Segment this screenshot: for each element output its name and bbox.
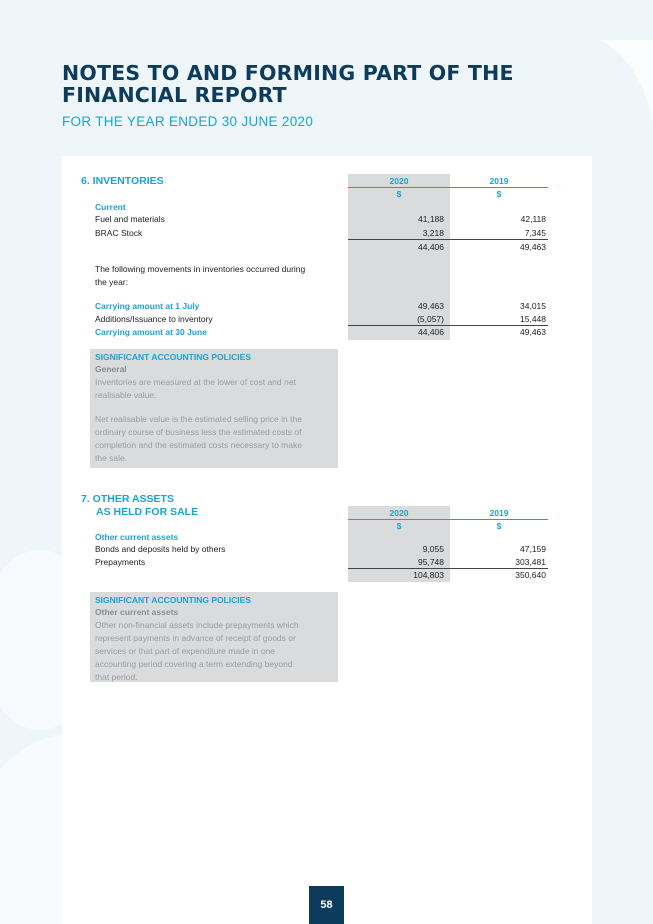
policy-line: ordinary course of business less the estimated costs of [95,427,302,437]
inventories-movement-text [95,263,345,289]
inventories-current-label: Current [95,202,126,212]
other-assets-policy-subheading: Other current assets [95,607,179,617]
movement-closing-2020: 44,406 [418,327,444,337]
inventories-row-2020: 41,188 [418,214,444,224]
other-assets-title-line1: 7. OTHER ASSETS [81,493,174,505]
movement-text-line2: the year: [95,277,129,287]
other-assets-year-2020: 2020 [389,508,409,518]
policy-line: completion and the estimated costs necessary to make [95,440,302,450]
movement-opening-2020: 49,463 [418,301,444,311]
inventories-row-2019: 42,118 [520,214,546,224]
other-assets-row-label: Bonds and deposits held by others [95,544,226,554]
inventories-policy-subheading: General [95,364,127,374]
policy-line: that period. [95,672,138,682]
inventories-total-2019: 49,463 [520,242,546,252]
inventories-year-2019: 2019 [489,176,509,186]
other-assets-header-rule [348,519,548,520]
movement-additions-2019: 15,448 [520,314,546,324]
page-title-line2: FINANCIAL REPORT [62,83,287,107]
other-assets-title [81,493,198,519]
movement-total-rule [348,325,548,326]
inventories-year-2020: 2020 [389,176,409,186]
other-assets-row-2019: 47,159 [520,544,546,554]
inventories-currency-2020: $ [396,189,402,199]
other-assets-row-2020: 95,748 [418,557,444,567]
inventories-row-label: BRAC Stock [95,228,143,238]
inventories-total-rule [348,239,548,240]
content-panel [62,156,592,924]
inventories-row-2019: 7,345 [524,228,546,238]
other-assets-current-label: Other current assets [95,532,179,542]
policy-line: Inventories are measured at the lower of cost and net [95,377,296,387]
other-assets-year-2019: 2019 [489,508,509,518]
other-assets-row-2019: 303,481 [515,557,546,567]
movement-opening-2019: 34,015 [520,301,546,311]
policy-line: services or that part of expenditure made in one [95,646,276,656]
inventories-total-2020: 44,406 [418,242,444,252]
policy-line: represent payments in advance of receipt of goods or [95,633,296,643]
other-assets-policy-box [90,592,338,682]
inventories-row-label: Fuel and materials [95,214,165,224]
page-header [62,62,622,129]
other-assets-total-rule [348,568,548,569]
other-assets-currency-2020: $ [396,521,402,531]
page-title-line1: NOTES TO AND FORMING PART OF THE [62,61,514,85]
movement-closing-2019: 49,463 [520,327,546,337]
other-assets-currency-2019: $ [496,521,502,531]
other-assets-row-2020: 9,055 [422,544,444,554]
inventories-title: 6. INVENTORIES [81,175,164,187]
inventories-policy-heading: SIGNIFICANT ACCOUNTING POLICIES [95,352,251,362]
other-assets-row-label: Prepayments [95,557,146,567]
other-assets-policy-para [95,619,333,684]
policy-line: accounting period covering a term extending beyond [95,659,293,669]
movement-label-additions: Additions/Issuance to inventory [95,314,213,324]
other-assets-total-2020: 104,803 [413,570,444,580]
page-title [62,62,622,106]
page-subtitle: FOR THE YEAR ENDED 30 JUNE 2020 [62,114,314,129]
page-number: 58 [309,886,344,924]
policy-line: the sale. [95,453,128,463]
movement-label-opening: Carrying amount at 1 July [95,301,200,311]
movement-text-line1: The following movements in inventories occurred during [95,264,306,274]
other-assets-title-line2: AS HELD FOR SALE [96,506,199,518]
other-assets-total-2019: 350,640 [515,570,546,580]
policy-line: Net realisable value is the estimated selling price in the [95,414,302,424]
movement-label-closing: Carrying amount at 30 June [95,327,207,337]
other-assets-policy-heading: SIGNIFICANT ACCOUNTING POLICIES [95,595,251,605]
inventories-policy-para1 [95,376,333,402]
policy-line: Other non-financial assets include prepayments which [95,620,299,630]
policy-line: realisable value. [95,390,157,400]
inventories-row-2020: 3,218 [422,228,444,238]
movement-additions-2020: (5,057) [417,314,444,324]
inventories-policy-para2 [95,413,333,465]
inventories-currency-2019: $ [496,189,502,199]
inventories-policy-box [90,349,338,468]
inventories-header-rule [348,187,548,188]
